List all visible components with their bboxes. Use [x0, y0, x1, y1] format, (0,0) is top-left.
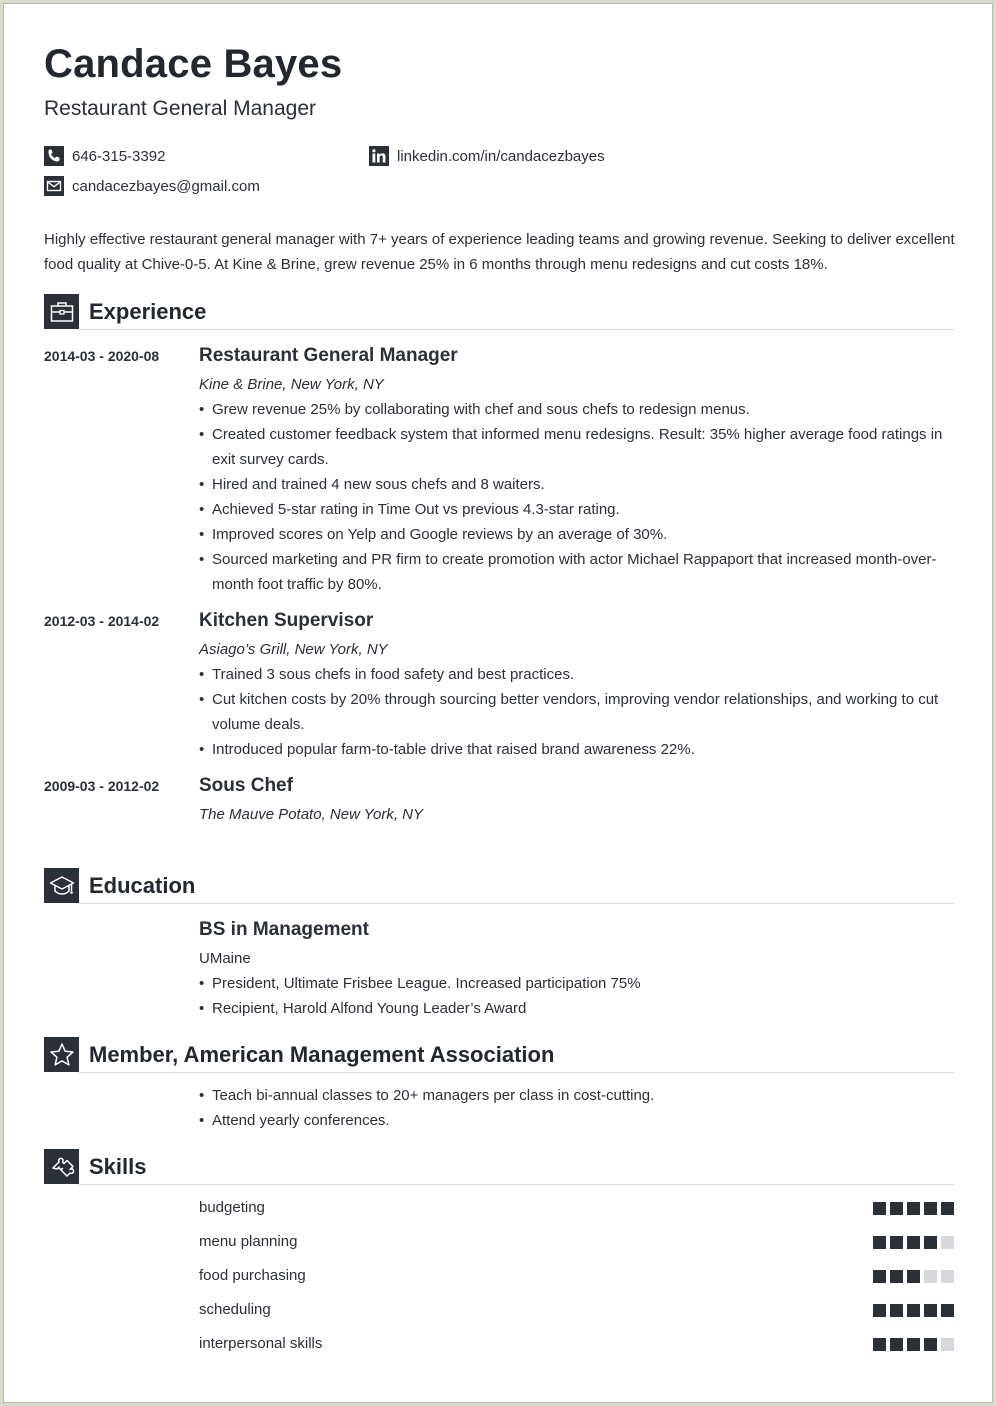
skill-dot-filled	[873, 1304, 886, 1317]
skill-dot-filled	[924, 1304, 937, 1317]
job-org: Asiago’s Grill, New York, NY	[199, 641, 388, 658]
job-bullets	[199, 397, 959, 597]
skill-label: interpersonal skills	[199, 1335, 323, 1352]
section-divider	[79, 1184, 954, 1185]
job-dates: 2012-03 - 2014-02	[44, 613, 160, 629]
list-item: • Achieved 5-star rating in Time Out vs previous 4.3-star rating.	[199, 497, 959, 522]
skill-level-meter	[869, 1304, 954, 1317]
skills-title: Skills	[89, 1154, 147, 1179]
membership-title: Member, American Management Association	[89, 1042, 555, 1067]
section-divider	[79, 903, 954, 904]
skill-row	[199, 1267, 954, 1287]
skill-dot-filled	[907, 1304, 920, 1317]
experience-section-header	[44, 294, 954, 330]
skill-label: food purchasing	[199, 1267, 306, 1284]
skill-dot-filled	[907, 1270, 920, 1283]
skill-dot-filled	[907, 1236, 920, 1249]
skill-row	[199, 1335, 954, 1355]
list-item: • Grew revenue 25% by collaborating with chef and sous chefs to redesign menus.	[199, 397, 959, 422]
star-icon	[44, 1037, 79, 1072]
education-title: Education	[89, 873, 196, 898]
skill-dot-filled	[890, 1236, 903, 1249]
list-item: • Hired and trained 4 new sous chefs and 8 waiters.	[199, 472, 959, 497]
skill-dot-empty	[941, 1236, 954, 1249]
skill-level-meter	[869, 1338, 954, 1351]
skill-dot-empty	[924, 1270, 937, 1283]
skill-dot-filled	[924, 1236, 937, 1249]
skill-dot-filled	[941, 1202, 954, 1215]
skill-level-meter	[869, 1202, 954, 1215]
job-org: Kine & Brine, New York, NY	[199, 376, 384, 393]
graduation-cap-icon	[44, 868, 79, 903]
list-item: • Created customer feedback system that informed menu redesigns. Result: 35% higher average food ratings in exit survey cards.	[199, 422, 959, 472]
job-bullets	[199, 662, 959, 762]
job-title: Sous Chef	[199, 775, 293, 796]
list-item: • Sourced marketing and PR firm to create promotion with actor Michael Rappaport that increased month-over-month foot traffic by 80%.	[199, 547, 959, 597]
skill-dot-filled	[890, 1202, 903, 1215]
phone-text[interactable]: 646-315-3392	[72, 147, 166, 165]
skill-label: scheduling	[199, 1301, 271, 1318]
membership-section-header	[44, 1037, 954, 1073]
membership-bullets	[199, 1083, 959, 1133]
education-bullets	[199, 971, 959, 1021]
phone-icon	[44, 146, 64, 166]
skill-dot-filled	[873, 1202, 886, 1215]
skill-level-meter	[869, 1236, 954, 1249]
summary-text: Highly effective restaurant general manager with 7+ years of experience leading teams and growing revenue. Seeking to deliver excellent food quality at Chive-0-5. At Kine & Brine, grew revenue 25% in 6 months through menu redesigns and cut costs 18%.	[44, 231, 955, 273]
skill-dot-empty	[941, 1338, 954, 1351]
skill-dot-filled	[924, 1202, 937, 1215]
skill-dot-filled	[873, 1270, 886, 1283]
skill-dot-filled	[873, 1236, 886, 1249]
candidate-name: Candace Bayes	[44, 42, 343, 86]
experience-title: Experience	[89, 299, 207, 324]
contact-phone	[44, 146, 165, 166]
job-title: Kitchen Supervisor	[199, 610, 374, 631]
skill-dot-filled	[941, 1304, 954, 1317]
list-item: • Teach bi-annual classes to 20+ managers per class in cost-cutting.	[199, 1083, 959, 1108]
skill-dot-empty	[941, 1270, 954, 1283]
contact-linkedin	[369, 146, 605, 166]
envelope-icon	[44, 176, 64, 196]
list-item: • Introduced popular farm-to-table drive that raised brand awareness 22%.	[199, 737, 959, 762]
job-title: Restaurant General Manager	[199, 345, 458, 366]
skill-dot-filled	[890, 1338, 903, 1351]
school-name: UMaine	[199, 950, 251, 967]
list-item: • Trained 3 sous chefs in food safety and best practices.	[199, 662, 959, 687]
list-item: • Recipient, Harold Alfond Young Leader’s Award	[199, 996, 959, 1021]
resume-page	[3, 3, 993, 1403]
degree-title: BS in Management	[199, 919, 369, 940]
skill-dot-filled	[907, 1338, 920, 1351]
list-item: • Attend yearly conferences.	[199, 1108, 959, 1133]
job-dates: 2014-03 - 2020-08	[44, 348, 160, 364]
candidate-role: Restaurant General Manager	[44, 97, 316, 120]
linkedin-icon	[369, 146, 389, 166]
skill-row	[199, 1233, 954, 1253]
section-divider	[79, 1072, 954, 1073]
skill-label: menu planning	[199, 1233, 298, 1250]
skill-label: budgeting	[199, 1199, 265, 1216]
skill-level-meter	[869, 1270, 954, 1283]
skill-dot-filled	[890, 1270, 903, 1283]
section-divider	[79, 329, 954, 330]
skill-dot-filled	[924, 1338, 937, 1351]
education-section-header	[44, 868, 954, 904]
skill-dot-filled	[873, 1338, 886, 1351]
skill-dot-filled	[907, 1202, 920, 1215]
list-item: • Cut kitchen costs by 20% through sourcing better vendors, improving vendor relationships, and working to cut volume deals.	[199, 687, 959, 737]
skills-section-header	[44, 1149, 954, 1185]
briefcase-icon	[44, 294, 79, 329]
contact-email	[44, 176, 260, 196]
job-org: The Mauve Potato, New York, NY	[199, 806, 423, 823]
skill-row	[199, 1301, 954, 1321]
linkedin-text[interactable]: linkedin.com/in/candacezbayes	[397, 147, 605, 165]
list-item: • President, Ultimate Frisbee League. Increased participation 75%	[199, 971, 959, 996]
email-text[interactable]: candacezbayes@gmail.com	[72, 177, 260, 195]
job-dates: 2009-03 - 2012-02	[44, 778, 160, 794]
skill-row	[199, 1199, 954, 1219]
puzzle-icon	[44, 1149, 79, 1184]
skill-dot-filled	[890, 1304, 903, 1317]
list-item: • Improved scores on Yelp and Google reviews by an average of 30%.	[199, 522, 959, 547]
